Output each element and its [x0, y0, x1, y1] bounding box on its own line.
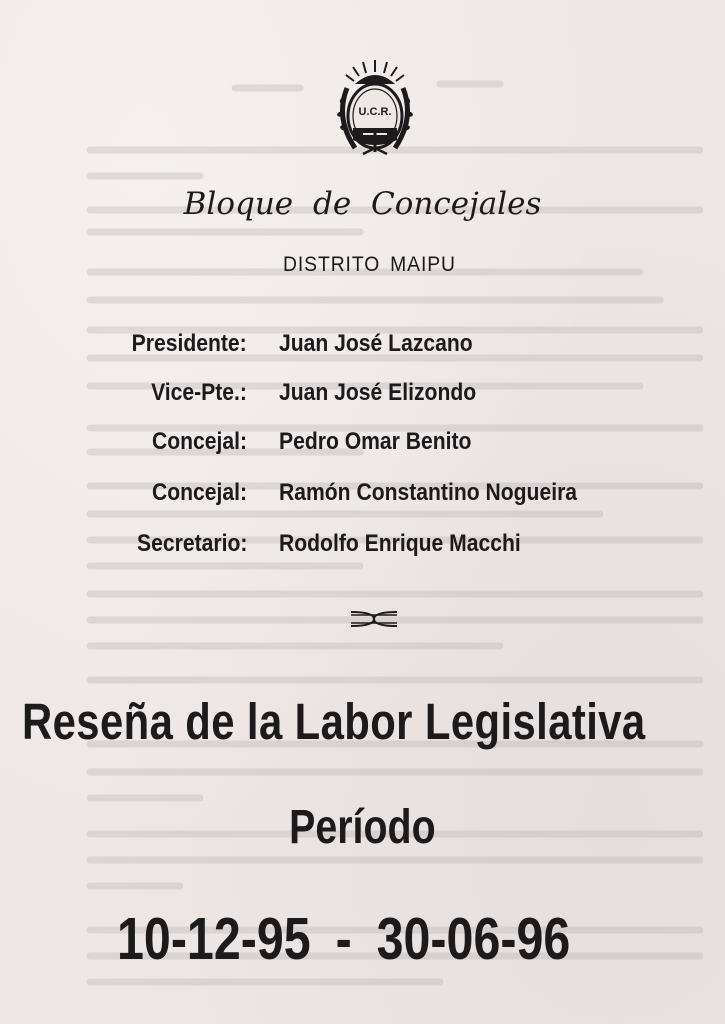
period-dates: 10-12-95 - 30-06-96: [117, 906, 571, 972]
bloque-heading: Bloque de Concejales: [183, 186, 542, 222]
member-role: Presidente:: [131, 330, 247, 357]
member-name: Ramón Constantino Nogueira: [279, 479, 578, 506]
member-role: Concejal:: [151, 428, 247, 455]
member-role: Vice-Pte.:: [151, 379, 247, 406]
member-name: Juan José Lazcano: [279, 330, 473, 357]
member-name: Pedro Omar Benito: [279, 428, 472, 455]
period-label: [0, 800, 725, 855]
member-role: Concejal:: [151, 479, 247, 506]
period-label-text: Período: [289, 801, 436, 854]
document-title: Reseña de la Labor Legislativa: [22, 693, 646, 750]
member-name: Rodolfo Enrique Macchi: [279, 530, 521, 557]
member-name: Juan José Elizondo: [279, 379, 477, 406]
distrito-heading: DISTRITO MAIPU: [283, 253, 456, 276]
ornament-divider-icon: [349, 604, 399, 634]
ucr-emblem-label: U.C.R.: [358, 106, 392, 118]
member-role: Secretario:: [136, 530, 247, 557]
